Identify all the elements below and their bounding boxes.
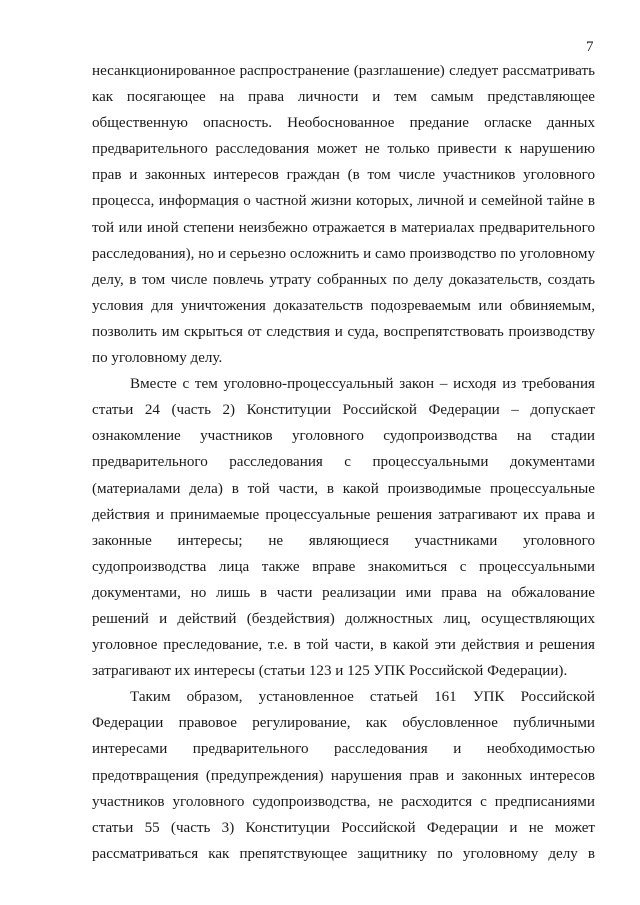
text-line: интересами предварительного расследования и необходимостью <box>92 741 595 758</box>
text-line: делу, в том числе повлечь утрату собранных по делу доказательств, создать <box>92 271 595 288</box>
paragraph <box>92 58 595 371</box>
text-line: документами, но лишь в части реализации ими права на обжалование <box>92 584 595 601</box>
text-line: предварительного расследования с процессуальными документами <box>92 454 595 471</box>
text-line: Таким образом, установленное статьей 161 УПК Российской <box>130 689 595 706</box>
text-line: статьи 55 (часть 3) Конституции Российской Федерации и не может <box>92 819 595 836</box>
text-line: Вместе с тем уголовно-процессуальный закон – исходя из требования <box>130 376 595 393</box>
text-line: участников уголовного судопроизводства, не расходится с предписаниями <box>92 793 595 810</box>
text-line: затрагивают их интересы (статьи 123 и 125 УПК Российской Федерации). <box>92 663 568 680</box>
text-line: судопроизводства лица также вправе знакомиться с процессуальными <box>92 558 595 575</box>
text-line: общественную опасность. Необоснованное предание огласке данных <box>92 115 595 132</box>
text-line: уголовное преследование, т.е. в той части, в какой эти действия и решения <box>92 637 595 654</box>
text-line: расследования), но и серьезно осложнить и само производство по уголовному <box>92 245 595 262</box>
text-line: предотвращения (предупреждения) нарушения прав и законных интересов <box>92 767 595 784</box>
text-line: условия для уничтожения доказательств подозреваемым или обвиняемым, <box>92 297 595 314</box>
document-body <box>92 58 595 867</box>
text-line: действия и принимаемые процессуальные решения затрагивают их права и <box>92 506 595 523</box>
text-line: решений и действий (бездействия) должностных лиц, осуществляющих <box>92 610 595 627</box>
paragraph <box>92 684 595 867</box>
text-line: прав и законных интересов граждан (в том числе участников уголовного <box>92 167 595 184</box>
text-line: несанкционированное распространение (разглашение) следует рассматривать <box>92 63 595 79</box>
text-line: как посягающее на права личности и тем самым представляющее <box>92 89 595 106</box>
text-line: Федерации правовое регулирование, как обусловленное публичными <box>92 715 595 732</box>
text-line: по уголовному делу. <box>92 350 223 367</box>
text-line: ознакомление участников уголовного судопроизводства на стадии <box>92 428 595 445</box>
text-line: предварительного расследования может не только привести к нарушению <box>92 141 595 158</box>
paragraph <box>92 371 595 684</box>
page-number: 7 <box>586 39 594 55</box>
text-line: рассматриваться как препятствующее защитнику по уголовному делу в <box>92 845 595 862</box>
text-line: процесса, информация о частной жизни которых, личной и семейной тайне в <box>92 193 595 210</box>
text-line: (материалами дела) в той части, в какой производимые процессуальные <box>92 480 595 497</box>
text-line: законные интересы; не являющиеся участниками уголовного <box>92 532 595 549</box>
text-line: статьи 24 (часть 2) Конституции Российской Федерации – допускает <box>92 402 595 419</box>
text-line: той или иной степени неизбежно отражается в материалах предварительного <box>92 219 595 236</box>
text-line: позволить им скрыться от следствия и суда, воспрепятствовать производству <box>92 323 595 340</box>
